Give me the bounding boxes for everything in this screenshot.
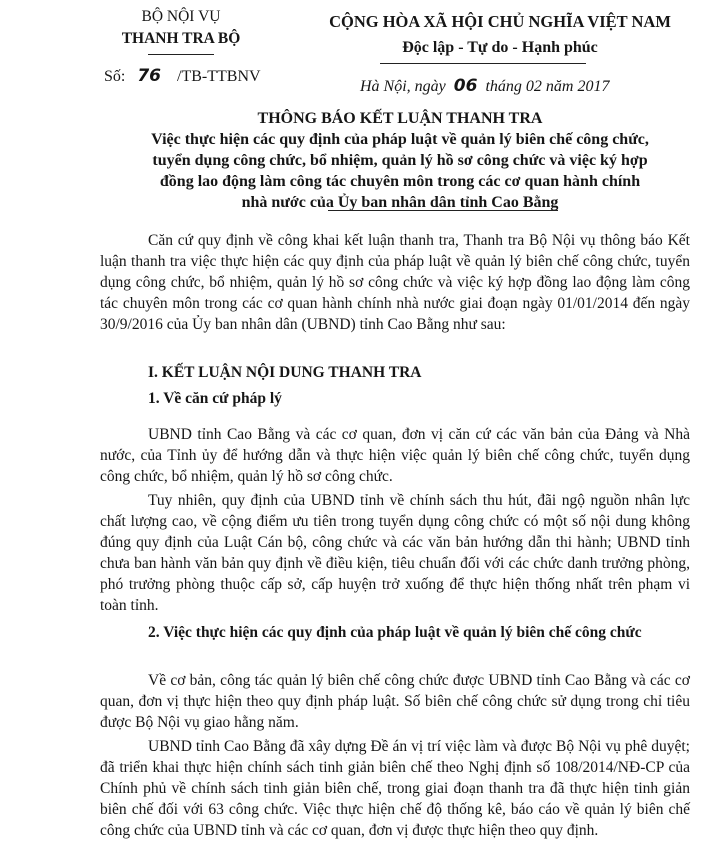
national-motto: Độc lập - Tự do - Hạnh phúc: [402, 39, 598, 56]
title-block: [100, 108, 700, 213]
intro-paragraph: Căn cứ quy định về công khai kết luận thanh tra, Thanh tra Bộ Nội vụ thông báo Kết luận thanh tra việc thực hiện các quy định của pháp luật về quản lý biên chế công chức, tuyển dụng công chức, bổ nhiệm, quản lý hồ sơ công chức và việc ký hợp đồng lao động làm công tác chuyên môn trong các cơ quan hành chính nhà nước giai đoạn ngày 01/01/2014 đến ngày 30/9/2016 của Ủy ban nhân dân (UBND) tỉnh Cao Bằng như sau:: [100, 232, 690, 333]
intro-paragraph-block: [100, 230, 690, 335]
document-title: THÔNG BÁO KẾT LUẬN THANH TRA: [257, 110, 543, 127]
nation-title: CỘNG HÒA XÃ HỘI CHỦ NGHĨA VIỆT NAM: [329, 12, 671, 31]
paragraph-1: UBND tỉnh Cao Bằng và các cơ quan, đơn vị căn cứ các văn bản của Đảng và Nhà nước, của Tỉnh ủy để hướng dẫn và thực hiện việc quản lý biên chế công chức, tuyển dụng công chức, bổ nhiệm, quản lý hồ sơ công chức.: [100, 426, 690, 485]
paragraph-4-block: [100, 736, 690, 841]
subsection-2-heading: [100, 622, 690, 643]
paragraph-2: Tuy nhiên, quy định của UBND tỉnh về chính sách thu hút, đãi ngộ nguồn nhân lực chất lượng cao, về cộng điểm ưu tiên trong tuyển dụng công chức có một số nội dung không đúng quy định của Luật Cán bộ, công chức và các văn bản hướng dẫn thi hành; UBND tỉnh chưa ban hành văn bản quy định về điều kiện, tiêu chuẩn đối với các chức danh trưởng phòng, phó trưởng phòng thuộc cấp sở, cấp huyện trở xuống để thực hiện thống nhất trên phạm vi toàn tỉnh.: [100, 492, 690, 614]
title-underline: [328, 210, 558, 211]
subtitle-line-4: nhà nước của Ủy ban nhân dân tỉnh Cao Bằng: [241, 194, 559, 211]
subsection-2-text: 2. Việc thực hiện các quy định của pháp luật về quản lý biên chế công chức: [148, 624, 642, 641]
subtitle-line-2: tuyển dụng công chức, bổ nhiệm, quản lý hồ sơ công chức và việc ký hợp: [152, 152, 648, 169]
subtitle-line-3: đồng lao động làm công tác chuyên môn trong các cơ quan hành chính: [159, 173, 641, 190]
agency-ministry: BỘ NỘI VỤ: [141, 8, 221, 25]
subsection-1-heading: 1. Về căn cứ pháp lý: [148, 390, 282, 407]
agency-underline: [148, 54, 214, 55]
doc-number-prefix: Số:: [104, 68, 126, 85]
paragraph-3: Về cơ bản, công tác quản lý biên chế công chức được UBND tỉnh Cao Bằng và các cơ quan, đơn vị thực hiện theo quy định pháp luật. Số biên chế công chức sử dụng trong chỉ tiêu được Bộ Nội vụ giao hằng năm.: [100, 672, 690, 731]
document-date: [360, 76, 609, 96]
paragraph-3-block: [100, 670, 690, 733]
agency-block: [96, 6, 266, 50]
date-day-handwritten: 06: [453, 76, 478, 96]
paragraph-2-block: [100, 490, 690, 616]
paragraph-4: UBND tỉnh Cao Bằng đã xây dựng Đề án vị trí việc làm và được Bộ Nội vụ phê duyệt; đã triển khai thực hiện chính sách tinh giản biên chế theo Nghị định số 108/2014/NĐ-CP của Chính phủ về chính sách tinh giản biên chế, trong giai đoạn thanh tra đã thực hiện tinh giản biên chế đối với 63 công chức. Việc thực hiện chế độ thống kê, báo cáo về quản lý biên chế công chức của UBND tỉnh và các cơ quan, đơn vị được thực hiện theo quy định.: [100, 738, 690, 839]
date-prefix: Hà Nội, ngày: [360, 78, 446, 95]
doc-number-handwritten: 76: [137, 66, 162, 86]
section-1-heading: I. KẾT LUẬN NỘI DUNG THANH TRA: [148, 364, 422, 381]
paragraph-1-block: [100, 424, 690, 487]
agency-inspectorate: THANH TRA BỘ: [121, 30, 241, 47]
date-suffix: tháng 02 năm 2017: [485, 78, 610, 95]
doc-number-suffix: /TB-TTBNV: [177, 68, 261, 85]
motto-underline: [380, 63, 586, 64]
document-number: [104, 66, 261, 86]
subtitle-line-1: Việc thực hiện các quy định của pháp luật về quản lý biên chế công chức,: [151, 131, 649, 148]
